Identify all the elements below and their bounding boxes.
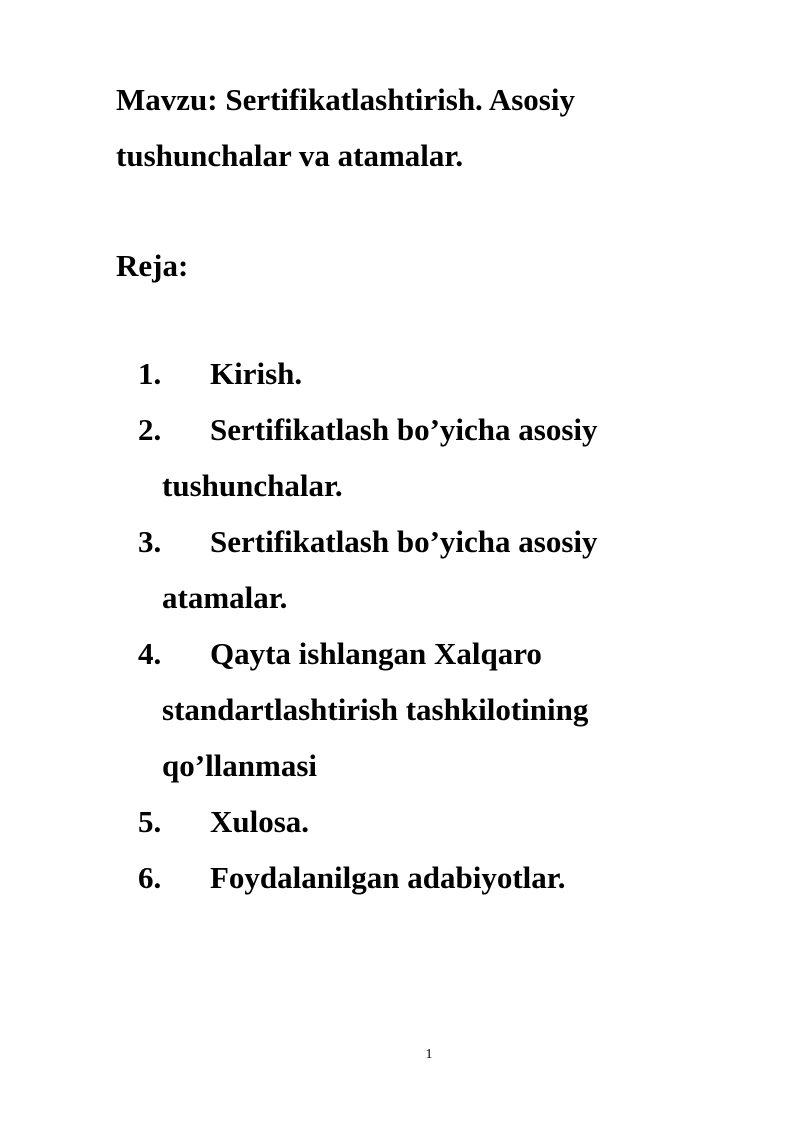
plan-item-line: standartlashtirish tashkilotining	[162, 692, 589, 727]
plan-item-line: Sertifikatlash bo’yicha asosiy	[210, 412, 598, 447]
plan-item-line: Qayta ishlangan Xalqaro	[210, 636, 542, 671]
plan-item-line: atamalar.	[162, 580, 288, 615]
plan-item-6	[0, 850, 630, 906]
plan-item-line: tushunchalar.	[162, 468, 343, 503]
plan-item-number: 1.	[138, 356, 162, 391]
plan-item-text	[210, 794, 630, 850]
title-line-1: Mavzu: Sertifikatlashtirish. Asosiy	[116, 82, 575, 117]
plan-item-number: 4.	[138, 636, 162, 671]
plan-item-number: 6.	[138, 860, 162, 895]
plan-item-text	[162, 402, 630, 514]
page-number: 1	[425, 1047, 433, 1062]
plan-item-5	[0, 794, 630, 850]
plan-item-1	[0, 346, 630, 402]
plan-item-number: 3.	[138, 524, 162, 559]
document-title	[116, 72, 736, 184]
plan-item-number: 2.	[138, 412, 162, 447]
plan-item-text	[210, 346, 630, 402]
plan-item-text	[162, 514, 630, 626]
title-line-2: tushunchalar va atamalar.	[116, 138, 464, 173]
plan-item-line: Xulosa.	[210, 804, 310, 839]
plan-item-3	[0, 514, 630, 626]
plan-item-line: Kirish.	[210, 356, 303, 391]
plan-item-text	[162, 626, 630, 794]
plan-item-text	[210, 850, 630, 906]
plan-item-line: qo’llanmasi	[162, 748, 318, 783]
plan-list	[0, 346, 800, 906]
plan-item-number: 5.	[138, 804, 162, 839]
plan-item-2	[0, 402, 630, 514]
plan-item-line: Foydalanilgan adabiyotlar.	[210, 860, 566, 895]
plan-item-line: Sertifikatlash bo’yicha asosiy	[210, 524, 598, 559]
plan-heading: Reja:	[116, 248, 189, 283]
plan-item-4	[0, 626, 630, 794]
